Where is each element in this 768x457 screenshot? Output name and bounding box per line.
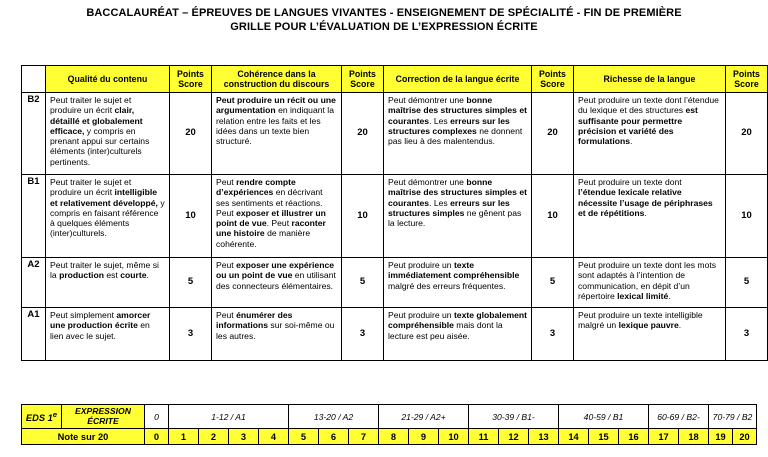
emphasis: lexical limité [617, 290, 669, 301]
note-value: 11 [469, 429, 499, 445]
scale-notes-row [22, 429, 757, 445]
descriptor-quality: Peut simplement amorcer une production écrite en lien avec le sujet. [46, 308, 170, 361]
score-cell: 10 [342, 175, 384, 258]
note-value: 4 [259, 429, 289, 445]
score-cell: 3 [532, 308, 574, 361]
expression-label [62, 405, 145, 429]
emphasis: exposer et illustrer un point de vue [216, 207, 326, 229]
emphasis: production [59, 270, 104, 281]
score-cell: 20 [170, 93, 212, 175]
scale-ranges-row [22, 405, 757, 429]
eds-label [22, 405, 62, 429]
descriptor-coherence: Peut produire un récit ou une argumentation en indiquant la relation entre les faits et les idées dans un texte bien structuré. [212, 93, 342, 175]
emphasis: rendre compte d’expériences [216, 177, 296, 198]
points-label: Points [177, 68, 204, 79]
note-value: 8 [379, 429, 409, 445]
range-a1: 1-12 / A1 [169, 405, 289, 429]
note-value: 14 [559, 429, 589, 445]
header-points-3 [532, 66, 574, 93]
descriptor-correction: Peut produire un texte globalement compréhensible mais dont la lecture est peu aisée. [384, 308, 532, 361]
descriptor-coherence: Peut rendre compte d’expériences en décrivant ses sentiments et réactions. Peut exposer et illustrer un point de vue. Peut raconter une histoire de manière cohérente. [212, 175, 342, 258]
note-value: 2 [199, 429, 229, 445]
emphasis: l’étendue lexicale relative nécessite l’usage de périphrases et de répétitions [578, 187, 713, 218]
descriptor-correction: Peut produire un texte immédiatement compréhensible malgré des erreurs fréquentes. [384, 258, 532, 308]
note-value: 17 [649, 429, 679, 445]
score-cell: 20 [532, 93, 574, 175]
row-b1 [22, 175, 768, 258]
descriptor-richness: Peut produire un texte dont l’étendue du lexique et des structures est suffisante pour permettre précision et variété des formulations. [574, 93, 726, 175]
header-quality: Qualité du contenu [46, 66, 170, 93]
note-value: 18 [679, 429, 709, 445]
level-label: B2 [22, 93, 46, 175]
range-0: 0 [145, 405, 169, 429]
conversion-scale [21, 404, 757, 445]
note-value: 1 [169, 429, 199, 445]
note-value: 3 [229, 429, 259, 445]
row-a2 [22, 258, 768, 308]
row-b2 [22, 93, 768, 175]
note-value: 10 [439, 429, 469, 445]
header-coherence: Cohérence dans la construction du discours [212, 66, 342, 93]
score-label: Score [178, 79, 203, 89]
note-value: 6 [319, 429, 349, 445]
points-label: Points [733, 68, 760, 79]
note-value: 12 [499, 429, 529, 445]
emphasis: est suffisante pour permettre précision et variété des formulations [578, 105, 698, 147]
note-value: 15 [589, 429, 619, 445]
header-correction: Correction de la langue écrite [384, 66, 532, 93]
score-cell: 5 [726, 258, 768, 308]
descriptor-coherence: Peut exposer une expérience ou un point de vue en utilisant des connecteurs élémentaires. [212, 258, 342, 308]
range-b1: 40-59 / B1 [559, 405, 649, 429]
note-value: 9 [409, 429, 439, 445]
title-line-1: BACCALAURÉAT – ÉPREUVES DE LANGUES VIVANTES - ENSEIGNEMENT DE SPÉCIALITÉ - FIN DE PREMIÈRE [86, 7, 682, 19]
descriptor-correction: Peut démontrer une bonne maîtrise des structures simples et courantes. Les erreurs sur les structures simples ne gênent pas la lecture. [384, 175, 532, 258]
emphasis: amorcer une production écrite [50, 310, 151, 331]
level-label: A2 [22, 258, 46, 308]
points-label: Points [349, 68, 376, 79]
range-b2: 70-79 / B2 [709, 405, 757, 429]
emphasis: énumérer des informations [216, 310, 293, 331]
emphasis: courte [120, 270, 147, 281]
score-label: Score [540, 79, 565, 89]
descriptor-richness: Peut produire un texte dont les mots sont adaptés à l’intention de communication, en dépit d’un répertoire lexical limité. [574, 258, 726, 308]
eds-text: EDS 1 [25, 413, 53, 424]
score-cell: 20 [726, 93, 768, 175]
score-cell: 3 [170, 308, 212, 361]
note-value: 16 [619, 429, 649, 445]
corner-cell [22, 66, 46, 93]
descriptor-correction: Peut démontrer une bonne maîtrise des structures simples et courantes. Les erreurs sur les structures complexes ne donnent pas lieu à des malentendus. [384, 93, 532, 175]
grid-header-row [22, 66, 768, 93]
evaluation-grid [21, 65, 768, 361]
note-value: 7 [349, 429, 379, 445]
descriptor-richness: Peut produire un texte intelligible malgré un lexique pauvre. [574, 308, 726, 361]
title-line-2: GRILLE POUR L’ÉVALUATION DE L’EXPRESSION ÉCRITE [230, 21, 538, 33]
points-label: Points [539, 68, 566, 79]
score-cell: 10 [532, 175, 574, 258]
emphasis: lexique pauvre [618, 320, 679, 331]
score-cell: 3 [726, 308, 768, 361]
note-value: 5 [289, 429, 319, 445]
score-label: Score [350, 79, 375, 89]
range-a2-plus: 21-29 / A2+ [379, 405, 469, 429]
emphasis: texte immédiatement compréhensible [388, 260, 520, 281]
eds-superscript: e [52, 409, 58, 419]
note-value: 13 [529, 429, 559, 445]
score-label: Score [734, 79, 759, 89]
range-a2: 13-20 / A2 [289, 405, 379, 429]
emphasis: erreurs sur les structures complexes [388, 115, 510, 136]
header-points-4 [726, 66, 768, 93]
emphasis: raconter une histoire [216, 218, 326, 239]
descriptor-quality: Peut traiter le sujet et produire un écrit intelligible et relativement développé, y compris en faisant référence à quelques éléments (inter)culturels. [46, 175, 170, 258]
score-cell: 5 [342, 258, 384, 308]
note-value: 0 [145, 429, 169, 445]
descriptor-richness: Peut produire un texte dont l’étendue lexicale relative nécessite l’usage de périphrases et de répétitions. [574, 175, 726, 258]
note-value: 20 [733, 429, 757, 445]
row-a1 [22, 308, 768, 361]
header-points-2 [342, 66, 384, 93]
emphasis: bonne maîtrise des structures simples et courantes [388, 95, 527, 126]
header-points-1 [170, 66, 212, 93]
score-cell: 5 [532, 258, 574, 308]
descriptor-quality: Peut traiter le sujet, même si la production est courte. [46, 258, 170, 308]
score-cell: 20 [342, 93, 384, 175]
score-cell: 10 [726, 175, 768, 258]
emphasis: Peut produire un récit ou une argumentation [216, 95, 336, 116]
emphasis: texte globalement compréhensible [388, 310, 528, 331]
emphasis: bonne maîtrise des structures simples et courantes [388, 177, 527, 208]
score-cell: 5 [170, 258, 212, 308]
expression-line-1: EXPRESSION [75, 406, 131, 416]
emphasis: erreurs sur les structures simples [388, 197, 510, 218]
note-label: Note sur 20 [22, 429, 145, 445]
emphasis: clair, détaillé et globalement efficace, [50, 105, 143, 136]
descriptor-coherence: Peut énumérer des informations sur soi-même ou les autres. [212, 308, 342, 361]
score-cell: 10 [170, 175, 212, 258]
score-cell: 3 [342, 308, 384, 361]
range-b1-minus: 30-39 / B1- [469, 405, 559, 429]
level-label: B1 [22, 175, 46, 258]
header-richness: Richesse de la langue [574, 66, 726, 93]
emphasis: exposer une expérience ou un point de vue [216, 260, 334, 281]
emphasis: intelligible et relativement développé, [50, 187, 158, 208]
expression-line-2: ÉCRITE [87, 415, 119, 426]
note-value: 19 [709, 429, 733, 445]
range-b2-minus: 60-69 / B2- [649, 405, 709, 429]
descriptor-quality: Peut traiter le sujet et produire un écrit clair, détaillé et globalement efficace, y compris en prenant appui sur certains éléments (inter)culturels pertinents. [46, 93, 170, 175]
level-label: A1 [22, 308, 46, 361]
